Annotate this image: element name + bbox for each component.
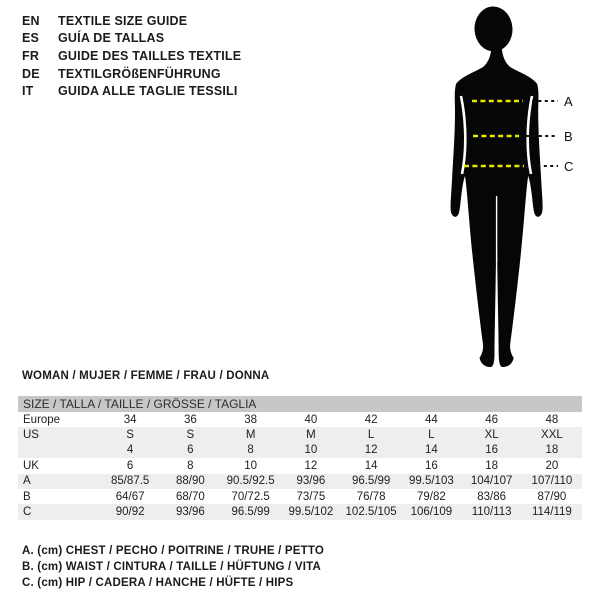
size-table-row — [18, 458, 582, 473]
size-cell: 114/119 — [531, 506, 572, 519]
size-cell: 16 — [424, 459, 438, 472]
size-table — [18, 396, 582, 520]
size-cell: 40 — [304, 413, 318, 426]
language-code: FR — [22, 48, 40, 63]
size-cell: 36 — [183, 413, 197, 426]
size-table-body — [18, 412, 582, 520]
size-cell: 83/86 — [477, 490, 507, 503]
chest-label: A — [564, 94, 573, 109]
size-cell: 10 — [244, 459, 258, 472]
size-cell: 110/113 — [471, 506, 512, 519]
size-cell: L — [367, 429, 375, 442]
language-code: ES — [22, 31, 40, 46]
size-cell: 38 — [244, 413, 258, 426]
size-cell: 46 — [485, 413, 499, 426]
section-title: WOMAN / MUJER / FEMME / FRAU / DONNA — [22, 370, 270, 382]
size-table-row — [18, 489, 582, 504]
size-cell: 73/75 — [296, 490, 326, 503]
language-title: GUIDA ALLE TAGLIE TESSILI — [58, 84, 238, 99]
size-table-header-row — [18, 396, 582, 412]
size-cell: L — [428, 429, 435, 442]
size-cell: 8 — [247, 444, 254, 457]
size-cell: 18 — [545, 444, 559, 457]
size-cell: 48 — [545, 413, 559, 426]
size-cell: 93/96 — [175, 506, 205, 519]
size-cell: 107/110 — [531, 475, 573, 488]
size-row-label: A — [23, 475, 31, 488]
size-cell: 96.5/99 — [351, 475, 391, 488]
size-row-label: UK — [23, 459, 39, 472]
size-cell: 70/72.5 — [231, 490, 270, 503]
size-row-label — [18, 443, 100, 458]
legend-line: C. (cm) HIP / CADERA / HANCHE / HÜFTE / HIPS — [22, 577, 294, 590]
size-table-header-cell: SIZE / TALLA / TAILLE / GRÖSSE / TAGLIA — [18, 396, 582, 412]
woman-head — [473, 6, 513, 53]
language-code: EN — [22, 13, 40, 28]
size-row-label: US — [23, 429, 39, 442]
size-cell: XL — [484, 429, 499, 442]
size-cell: 12 — [304, 459, 318, 472]
size-cell: 64/67 — [115, 490, 145, 503]
size-table-row — [18, 504, 582, 519]
size-cell: 8 — [187, 459, 194, 472]
size-cell: 44 — [424, 413, 438, 426]
size-cell: 85/87.5 — [110, 475, 150, 488]
size-cell: 6 — [187, 444, 194, 457]
size-cell: 6 — [126, 459, 134, 472]
size-cell: 104/107 — [470, 475, 513, 488]
size-cell: 76/78 — [356, 490, 386, 503]
size-cell: 88/90 — [175, 475, 205, 488]
language-title: TEXTILGRÖßENFÜHRUNG — [58, 66, 221, 81]
size-cell: 79/82 — [416, 490, 446, 503]
size-cell: 106/109 — [410, 506, 453, 519]
size-cell: 14 — [364, 459, 378, 472]
size-table-row — [18, 412, 582, 427]
size-table-row — [18, 443, 582, 458]
legend-line: B. (cm) WAIST / CINTURA / TAILLE / HÜFTUNG / VITA — [22, 561, 321, 574]
hip-label: C — [564, 159, 574, 174]
size-cell: 42 — [364, 413, 378, 426]
size-cell: 87/90 — [537, 490, 567, 503]
size-cell: 4 — [126, 444, 134, 457]
size-cell: XXL — [541, 429, 563, 442]
language-title: TEXTILE SIZE GUIDE — [58, 13, 188, 28]
size-cell: 90/92 — [115, 506, 145, 519]
size-cell: 20 — [545, 459, 559, 472]
language-code: IT — [22, 84, 34, 99]
woman-silhouette-figure — [430, 0, 600, 380]
language-title: GUIDE DES TAILLES TEXTILE — [58, 48, 242, 63]
size-cell: 99.5/103 — [408, 475, 454, 488]
size-row-label: Europe — [23, 413, 61, 426]
size-cell: 10 — [304, 444, 318, 457]
size-cell: 99.5/102 — [288, 506, 334, 519]
size-cell: 93/96 — [296, 475, 326, 488]
size-table-row — [18, 427, 582, 442]
language-row — [22, 30, 241, 48]
size-cell: 18 — [485, 459, 499, 472]
language-row — [22, 12, 241, 30]
size-cell: M — [245, 429, 256, 442]
language-code: DE — [22, 66, 40, 81]
size-cell: M — [306, 429, 316, 442]
size-cell: 34 — [123, 413, 137, 426]
size-cell: 90.5/92.5 — [226, 475, 275, 488]
size-cell: S — [126, 429, 134, 442]
language-row — [22, 47, 241, 65]
size-cell: 12 — [364, 444, 378, 457]
waist-label: B — [564, 129, 573, 144]
size-cell: 96.5/99 — [231, 506, 270, 519]
size-cell: 16 — [485, 444, 499, 457]
language-title-block — [22, 12, 241, 100]
size-cell: 102.5/105 — [345, 506, 397, 519]
size-cell: 68/70 — [175, 490, 205, 503]
language-row — [22, 82, 241, 100]
size-cell: 14 — [424, 444, 438, 457]
size-table-row — [18, 474, 582, 489]
language-title: GUÍA DE TALLAS — [58, 31, 165, 46]
language-row — [22, 65, 241, 83]
measurement-legend — [22, 545, 324, 594]
size-cell: S — [186, 429, 195, 442]
legend-line: A. (cm) CHEST / PECHO / POITRINE / TRUHE / PETTO — [22, 545, 325, 557]
size-row-label: C — [23, 506, 32, 519]
size-row-label: B — [23, 490, 31, 503]
